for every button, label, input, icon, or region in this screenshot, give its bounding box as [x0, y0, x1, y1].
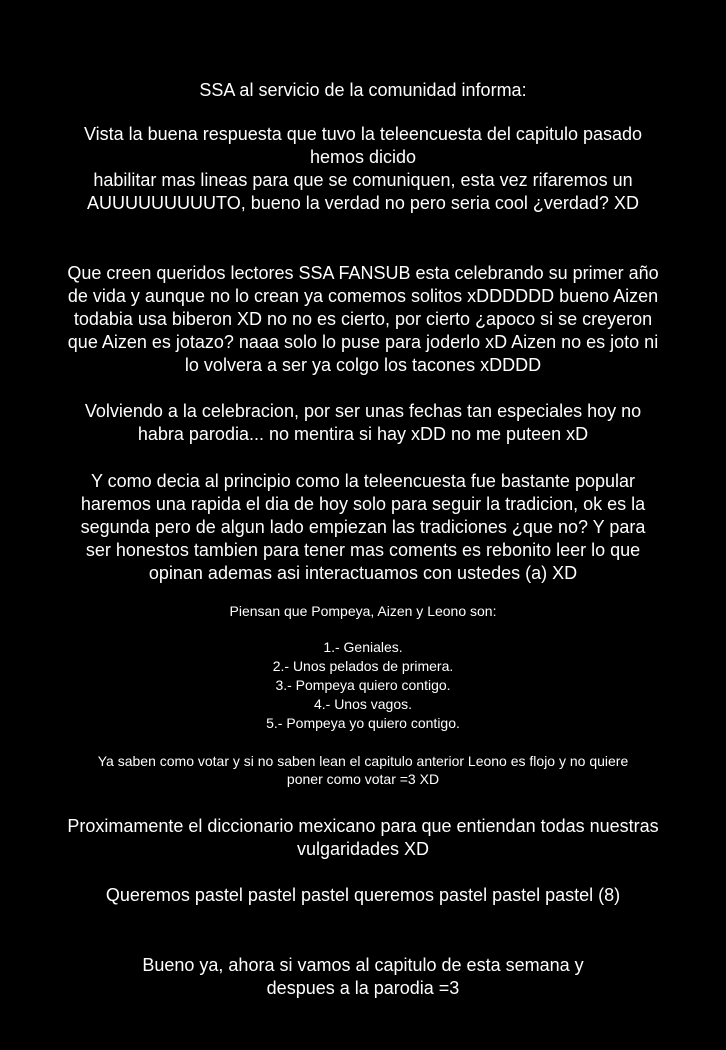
paragraph-dictionary [0, 815, 726, 861]
text-line: AUUUUUUUUUTO, bueno la verdad no pero seria cool ¿verdad? XD [87, 193, 639, 213]
text-line: Vista la buena respuesta que tuvo la teleencuesta del capitulo pasado [83, 124, 643, 144]
text-line: habilitar mas lineas para que se comuniquen, esta vez rifaremos un [93, 170, 633, 190]
text-line: despues a la parodia =3 [266, 978, 460, 998]
paragraph-closing [0, 954, 726, 1000]
text-line: Proximamente el diccionario mexicano para que entiendan todas nuestras [67, 816, 659, 836]
text-line: Y como decia al principio como la teleencuesta fue bastante popular [90, 471, 635, 491]
text-line: todabia usa biberon XD no no es cierto, por cierto ¿apoco si se creyeron [73, 309, 653, 329]
text-line: que Aizen es jotazo? naaa solo lo puse para joderlo xD Aizen no es joto ni [67, 332, 659, 352]
poll-question-text: Piensan que Pompeya, Aizen y Leono son: [229, 603, 497, 619]
text-line: Queremos pastel pastel pastel queremos pastel pastel pastel (8) [105, 885, 621, 905]
text-line: lo volvera a ser ya colgo los tacones xDDDD [184, 355, 542, 375]
announcement-header [0, 79, 726, 102]
text-line: haremos una rapida el dia de hoy solo para seguir la tradicion, ok es la [80, 494, 646, 514]
poll-question [0, 602, 726, 620]
text-line: habra parodia... no mentira si hay xDD no me puteen xD [137, 424, 589, 444]
text-line: opinan ademas asi interactuamos con ustedes (a) XD [148, 563, 578, 583]
text-line: segunda pero de algun lado empiezan las tradiciones ¿que no? Y para [80, 517, 646, 537]
text-line: Volviendo a la celebracion, por ser unas fechas tan especiales hoy no [84, 401, 642, 421]
paragraph-cake [0, 884, 726, 907]
vote-instructions [0, 752, 726, 788]
poll-options-list [0, 638, 726, 733]
text-line: hemos dicido [309, 147, 417, 167]
text-line: Ya saben como votar y si no saben lean el capitulo anterior Leono es flojo y no quiere [97, 753, 629, 769]
text-line: Bueno ya, ahora si vamos al capitulo de esta semana y [142, 955, 584, 975]
paragraph-celebration [0, 400, 726, 446]
poll-option: 3.- Pompeya quiero contigo. [275, 677, 451, 693]
text-line: vulgaridades XD [296, 839, 430, 859]
poll-option: 4.- Unos vagos. [313, 696, 413, 712]
text-line: poner como votar =3 XD [286, 771, 440, 787]
poll-option: 2.- Unos pelados de primera. [272, 658, 454, 674]
paragraph-teleencuesta [0, 123, 726, 215]
text-line: ser honestos tambien para tener mas coments es rebonito leer lo que [85, 540, 641, 560]
text-line: de vida y aunque no lo crean ya comemos solitos xDDDDDD bueno Aizen [67, 286, 659, 306]
paragraph-anniversary [0, 262, 726, 377]
text-line: Que creen queridos lectores SSA FANSUB esta celebrando su primer año [67, 263, 659, 283]
header-line: SSA al servicio de la comunidad informa: [199, 80, 527, 100]
paragraph-poll-intro [0, 470, 726, 585]
poll-option: 5.- Pompeya yo quiero contigo. [266, 715, 460, 731]
poll-option: 1.- Geniales. [323, 639, 403, 655]
